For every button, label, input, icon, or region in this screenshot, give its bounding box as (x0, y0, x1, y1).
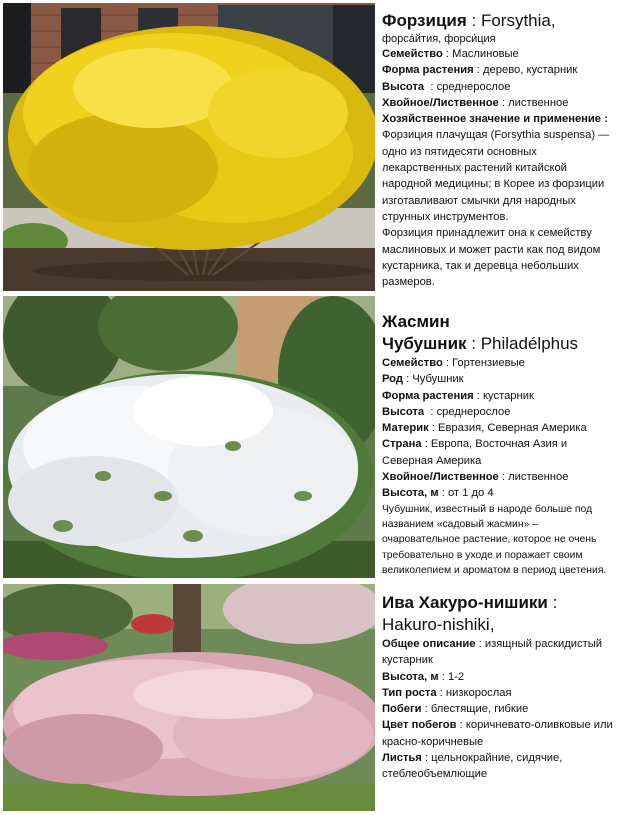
willow-photo (3, 584, 375, 811)
info-row: Высота : среднерослое (382, 405, 511, 418)
forsythia-title: Форзиция : Forsythia, (382, 11, 556, 30)
info-row: Страна : Европа, Восточная Азия и Северная Америка (382, 438, 568, 467)
info-row: Форма растения : кустарник (382, 389, 534, 402)
info-row: Материк : Евразия, Северная Америка (382, 422, 587, 435)
info-row: Высота : среднерослое (382, 80, 511, 93)
forsythia-use: Хозяйственное значение и применение : Форзиция плачущая (Forsythia suspensa) — одно из пятидесяти основных лекарственных растений китайской народной медицины; в Корее из форзиции изготавливают смычки для народных струнных инструментов. (382, 113, 610, 223)
jasmine-title-line2: Чубушник : Philadélphus (382, 334, 579, 353)
willow-title: Ива Хакуро-нишики : (382, 593, 558, 612)
forsythia-info (382, 10, 614, 290)
jasmine-title-line1: Жасмин (382, 312, 450, 331)
info-row: Хвойное/Лиственное : лиственное (382, 96, 569, 109)
forsythia-photo (3, 3, 375, 291)
jasmine-note: Чубушник, известный в народе больше под названием «садовый жасмин» – очаровательное растение, которое не очень требовательно в уходе и поражает своим великолепием и ароматом в период цветения. (382, 503, 607, 577)
info-row: Хвойное/Лиственное : лиственное (382, 471, 569, 484)
info-row: Род : Чубушник (382, 373, 464, 386)
jasmine-photo (3, 296, 375, 578)
info-row: Общее описание : изящный раскидистый кустарник (382, 638, 603, 667)
info-row: Листья : цельнокрайние, сидячие, стеблеобъемлющие (382, 752, 563, 781)
willow-latin: Hakuro-nishiki, (382, 615, 495, 634)
info-row: Форма растения : дерево, кустарник (382, 64, 578, 77)
forsythia-note: Форзиция принадлежит она к семейству маслиновых и может расти как под видом кустарника, так и деревца небольших размеров. (382, 227, 601, 289)
willow-info (382, 592, 614, 783)
jasmine-info (382, 311, 614, 579)
info-row: Цвет побегов : коричневато-оливковые или красно-коричневые (382, 719, 613, 748)
info-row: Побеги : блестящие, гибкие (382, 703, 529, 716)
info-row: Тип роста : низкорослая (382, 686, 512, 699)
info-row: Высота, м : 1-2 (382, 670, 465, 683)
info-row: Высота, м : от 1 до 4 (382, 487, 494, 500)
info-row: Семейство : Маслиновые (382, 48, 519, 60)
info-row: Семейство : Гортензиевые (382, 357, 525, 369)
forsythia-alt-names: форсáйтия, форси́ция (382, 33, 496, 45)
